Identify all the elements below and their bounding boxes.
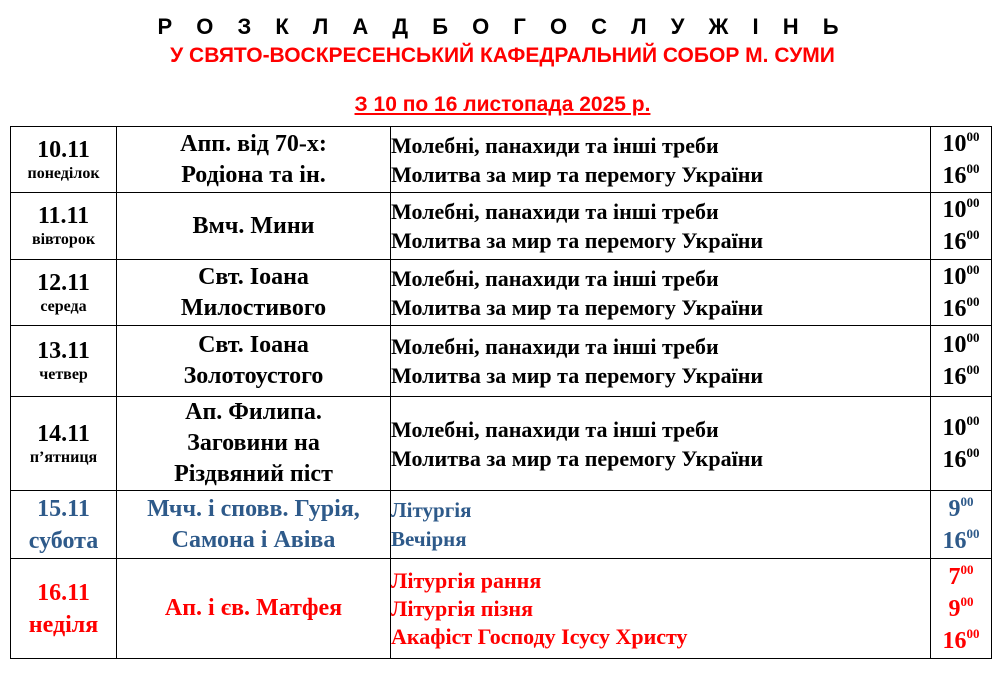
service-line: Молебні, панахиди та інші треби bbox=[391, 199, 719, 224]
time-hours: 7 bbox=[948, 563, 961, 590]
page-subtitle: У СВЯТО-ВОСКРЕСЕНСЬКИЙ КАФЕДРАЛЬНИЙ СОБОР М. СУМИ bbox=[170, 44, 835, 67]
time-minutes: 00 bbox=[966, 261, 980, 277]
schedule-period: З 10 по 16 листопада 2025 р. bbox=[354, 93, 651, 116]
time-minutes: 00 bbox=[966, 444, 980, 460]
date-number: 11.11 bbox=[37, 203, 90, 229]
weekday-label: понеділок bbox=[27, 164, 100, 182]
weekday-label: неділя bbox=[28, 611, 99, 638]
service-line: Молитва за мир та перемогу України bbox=[391, 161, 764, 187]
feast-cell bbox=[117, 559, 391, 659]
service-time bbox=[931, 329, 991, 361]
time-hours: 16 bbox=[942, 162, 967, 189]
time-minutes: 00 bbox=[966, 293, 980, 309]
date-number: 12.11 bbox=[37, 269, 90, 296]
service-time bbox=[931, 525, 991, 557]
date-cell bbox=[11, 491, 117, 559]
time-hours: 10 bbox=[942, 332, 967, 358]
feast-line: Родіона та ін. bbox=[181, 161, 326, 188]
feast-line: Милостивого bbox=[180, 294, 327, 321]
time-minutes: 00 bbox=[966, 412, 980, 428]
time-hours: 16 bbox=[942, 627, 967, 654]
service-time bbox=[931, 128, 991, 160]
service-line: Вечірня bbox=[391, 526, 467, 551]
time-hours: 10 bbox=[942, 197, 967, 223]
service-line: Літургія bbox=[391, 497, 472, 522]
time-hours: 16 bbox=[942, 527, 967, 554]
time-hours: 16 bbox=[942, 295, 967, 322]
services-cell bbox=[391, 397, 931, 491]
service-line: Літургія пізня bbox=[391, 595, 533, 621]
weekday-label: четвер bbox=[39, 366, 88, 383]
service-line: Молитва за мир та перемогу України bbox=[391, 228, 764, 253]
time-hours: 16 bbox=[942, 229, 967, 255]
date-cell bbox=[11, 127, 117, 193]
service-time bbox=[931, 160, 991, 192]
feast-cell bbox=[117, 260, 391, 326]
time-minutes: 00 bbox=[966, 525, 980, 541]
time-cell bbox=[931, 193, 992, 260]
services-cell bbox=[391, 326, 931, 397]
time-minutes: 00 bbox=[960, 561, 974, 577]
time-minutes: 00 bbox=[966, 362, 980, 377]
service-time bbox=[931, 444, 991, 476]
service-time bbox=[931, 261, 991, 293]
time-minutes: 00 bbox=[966, 195, 980, 210]
time-minutes: 00 bbox=[966, 160, 980, 176]
date-cell bbox=[11, 397, 117, 491]
date-number: 15.11 bbox=[37, 495, 90, 522]
feast-cell bbox=[117, 397, 391, 491]
feast-cell bbox=[117, 326, 391, 397]
time-hours: 10 bbox=[942, 263, 967, 290]
service-time bbox=[931, 226, 991, 258]
service-line: Літургія рання bbox=[391, 567, 542, 593]
date-cell bbox=[11, 193, 117, 260]
schedule-row bbox=[11, 559, 992, 659]
schedule-table bbox=[10, 126, 992, 659]
time-hours: 9 bbox=[948, 495, 961, 522]
time-cell bbox=[931, 326, 992, 397]
weekday-label: п’ятниця bbox=[29, 448, 98, 466]
time-cell bbox=[931, 559, 992, 659]
time-minutes: 00 bbox=[966, 128, 980, 144]
feast-line: Ап. Филипа. bbox=[185, 399, 322, 425]
date-cell bbox=[11, 326, 117, 397]
feast-line: Свт. Іоана bbox=[198, 332, 309, 358]
time-minutes: 00 bbox=[966, 227, 980, 242]
feast-line: Самона і Авіва bbox=[171, 526, 336, 553]
feast-cell bbox=[117, 491, 391, 559]
service-time bbox=[931, 293, 991, 325]
service-line: Акафіст Господу Ісусу Христу bbox=[391, 623, 688, 649]
time-hours: 10 bbox=[942, 414, 967, 441]
date-number: 14.11 bbox=[37, 420, 90, 447]
feast-cell bbox=[117, 127, 391, 193]
time-cell bbox=[931, 127, 992, 193]
time-cell bbox=[931, 260, 992, 326]
service-line: Молебні, панахиди та інші треби bbox=[391, 132, 719, 158]
weekday-label: субота bbox=[28, 527, 99, 554]
service-time bbox=[931, 361, 991, 393]
service-time bbox=[931, 593, 991, 625]
feast-cell bbox=[117, 193, 391, 260]
services-cell bbox=[391, 193, 931, 260]
time-minutes: 00 bbox=[960, 493, 974, 509]
schedule-row bbox=[11, 193, 992, 260]
feast-line: Свт. Іоана bbox=[198, 263, 309, 290]
time-minutes: 00 bbox=[966, 625, 980, 641]
feast-line: Мчч. і сповв. Гурія, bbox=[147, 495, 360, 522]
schedule-row bbox=[11, 397, 992, 491]
feast-line: Заговини на bbox=[187, 430, 320, 456]
schedule-row bbox=[11, 491, 992, 559]
service-line: Молебні, панахиди та інші треби bbox=[391, 334, 719, 359]
page-title: Р О З К Л А Д Б О Г О С Л У Ж І Н Ь bbox=[157, 14, 848, 39]
service-line: Молитва за мир та перемогу України bbox=[391, 445, 764, 471]
date-number: 16.11 bbox=[37, 579, 90, 606]
service-time bbox=[931, 561, 991, 593]
services-cell bbox=[391, 127, 931, 193]
service-line: Молитва за мир та перемогу України bbox=[391, 363, 764, 388]
service-line: Молебні, панахиди та інші треби bbox=[391, 416, 719, 442]
feast-line: Золотоустого bbox=[183, 363, 324, 389]
time-hours: 9 bbox=[948, 595, 961, 622]
time-minutes: 00 bbox=[960, 593, 974, 609]
schedule-row bbox=[11, 260, 992, 326]
time-hours: 16 bbox=[942, 446, 967, 473]
service-time bbox=[931, 493, 991, 525]
date-cell bbox=[11, 260, 117, 326]
schedule-row bbox=[11, 127, 992, 193]
weekday-label: вівторок bbox=[31, 231, 96, 248]
time-cell bbox=[931, 491, 992, 559]
services-cell bbox=[391, 260, 931, 326]
schedule-row bbox=[11, 326, 992, 397]
feast-line: Ап. і єв. Матфея bbox=[164, 595, 343, 621]
date-number: 10.11 bbox=[37, 136, 90, 163]
date-cell bbox=[11, 559, 117, 659]
service-time bbox=[931, 625, 991, 657]
service-line: Молитва за мир та перемогу України bbox=[391, 294, 764, 320]
services-cell bbox=[391, 559, 931, 659]
service-time bbox=[931, 412, 991, 444]
time-hours: 10 bbox=[942, 130, 967, 157]
date-number: 13.11 bbox=[37, 338, 90, 364]
feast-line: Апп. від 70-х: bbox=[180, 130, 327, 157]
feast-line: Вмч. Мини bbox=[192, 212, 315, 239]
service-time bbox=[931, 194, 991, 226]
services-cell bbox=[391, 491, 931, 559]
weekday-label: середа bbox=[40, 297, 87, 315]
service-line: Молебні, панахиди та інші треби bbox=[391, 265, 719, 291]
time-minutes: 00 bbox=[966, 330, 980, 345]
time-cell bbox=[931, 397, 992, 491]
time-hours: 16 bbox=[942, 364, 967, 390]
feast-line: Різдвяний піст bbox=[174, 461, 333, 487]
